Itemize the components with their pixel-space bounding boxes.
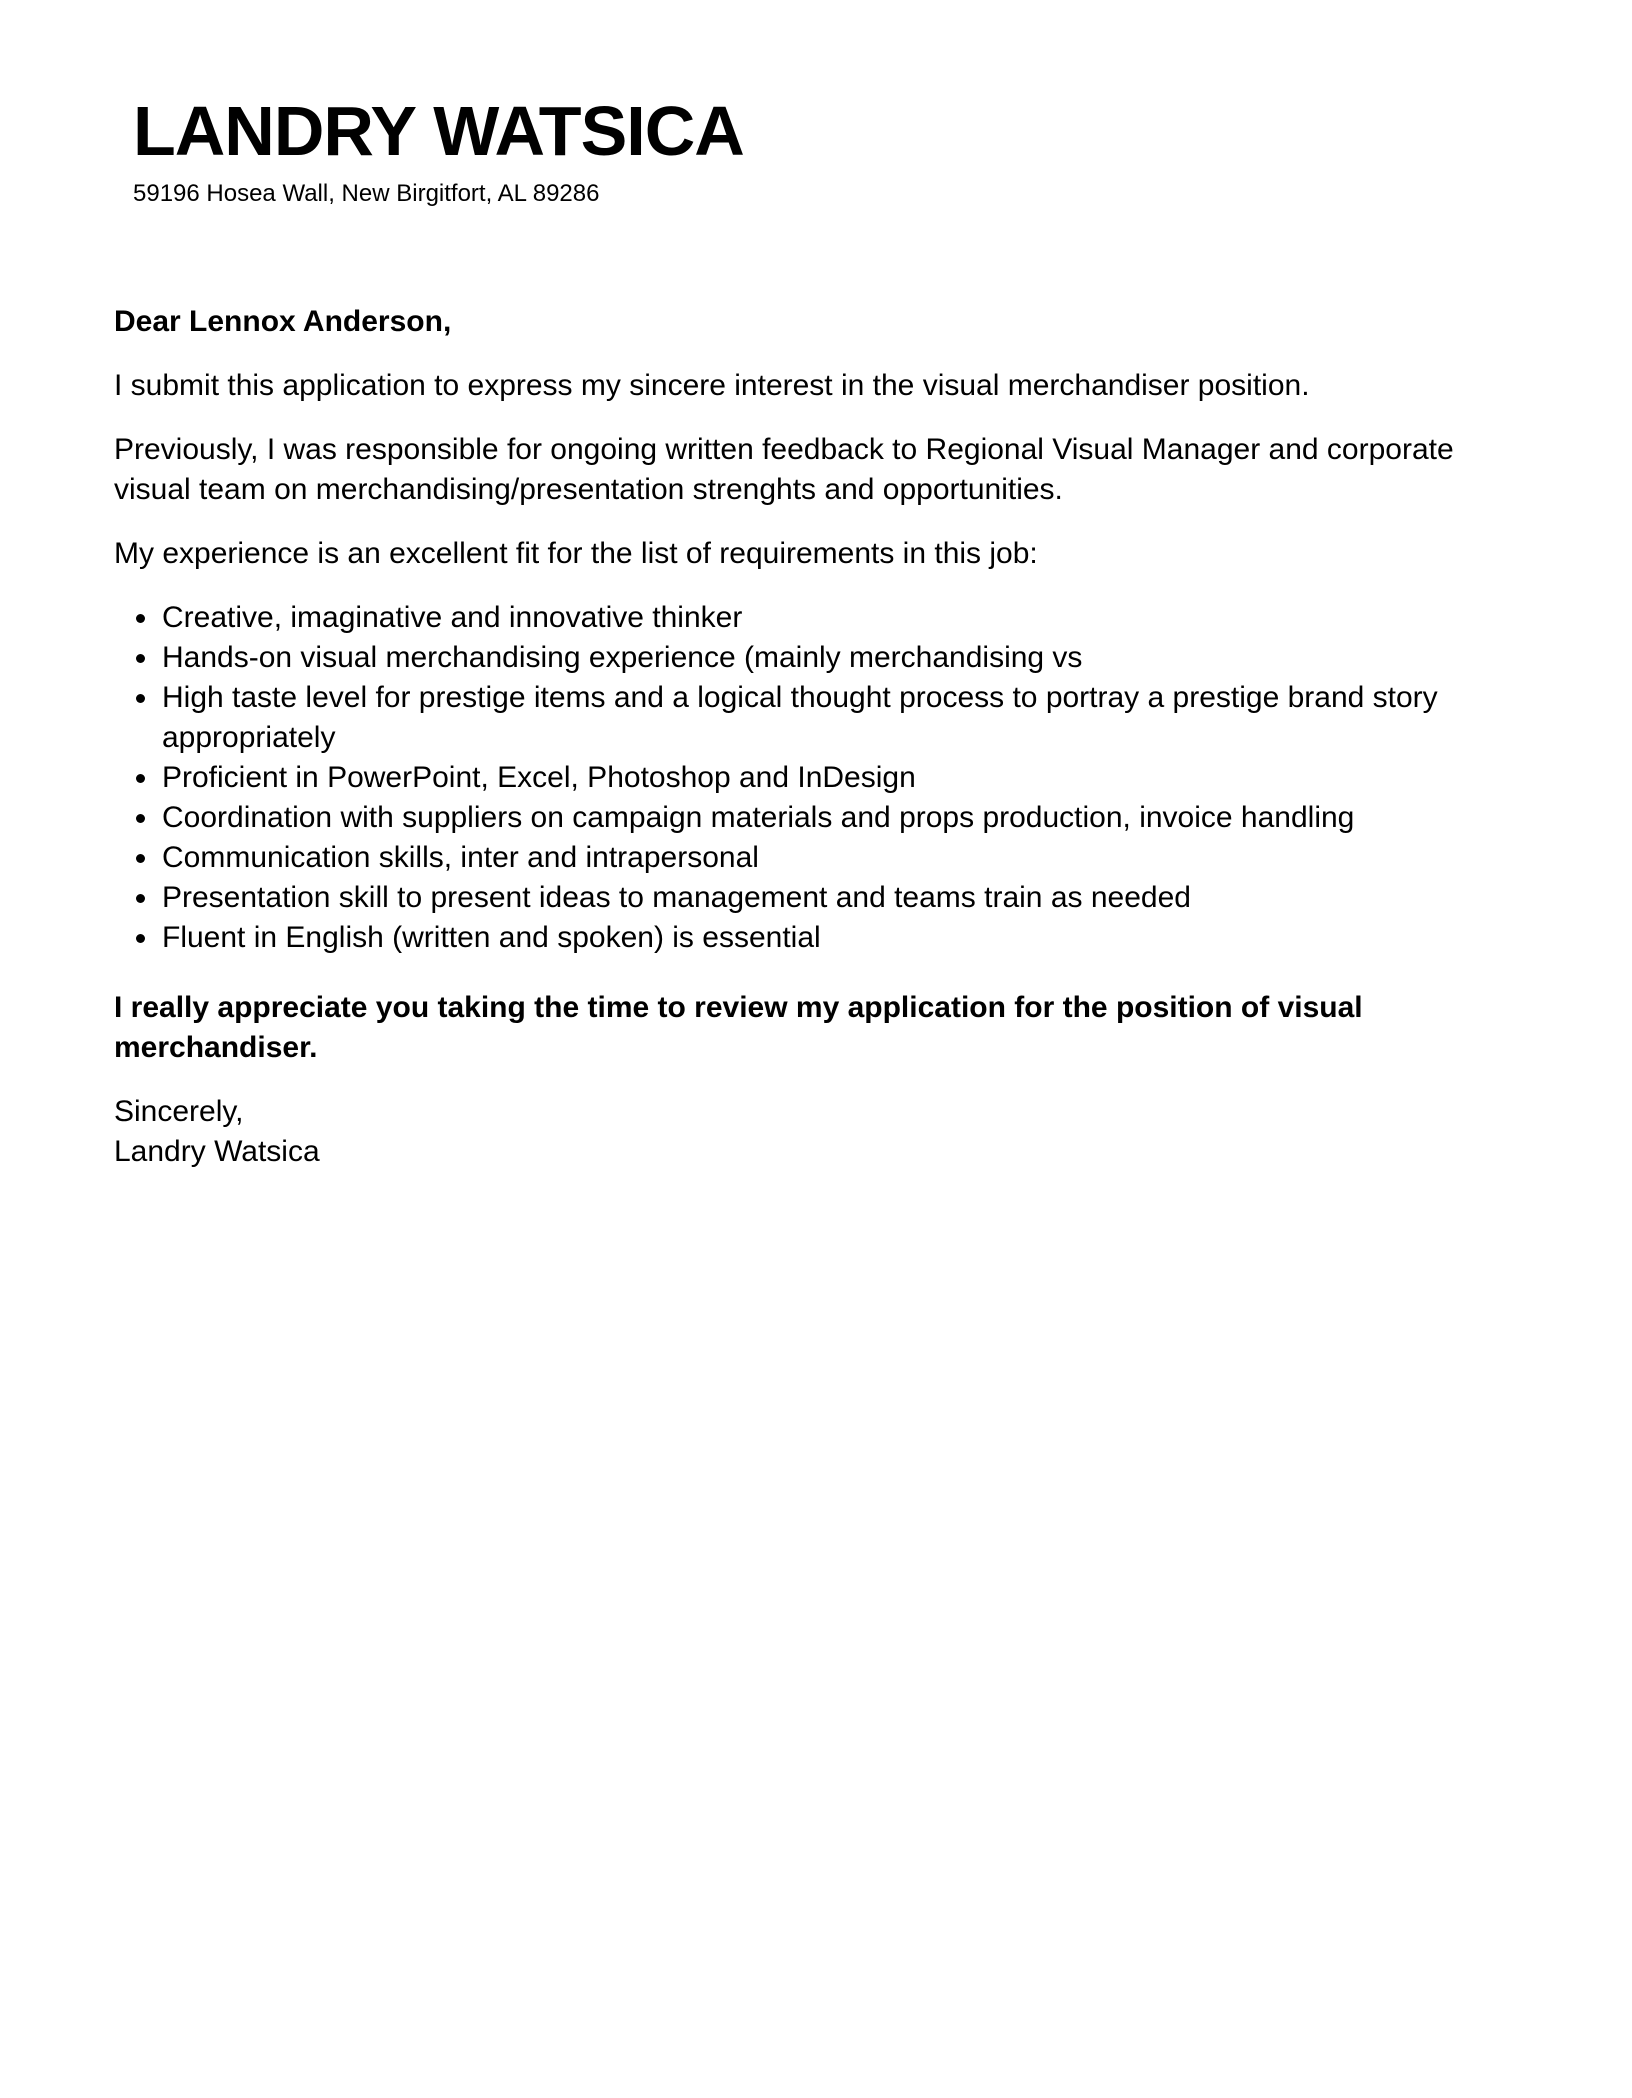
bullet-icon [136, 894, 145, 903]
applicant-name: LANDRY WATSICA [133, 92, 744, 170]
signoff-text: Sincerely, [114, 1095, 244, 1128]
intro-paragraph: I submit this application to express my sincere interest in the visual merchandiser position. [114, 369, 1310, 402]
requirement-text: Proficient in PowerPoint, Excel, Photoshop and InDesign [162, 761, 916, 794]
salutation: Dear Lennox Anderson, [114, 305, 452, 338]
requirement-text: Coordination with suppliers on campaign materials and props production, invoice handling [162, 801, 1355, 834]
bullet-icon [136, 934, 145, 943]
bullet-icon [136, 694, 145, 703]
requirement-text: Communication skills, inter and intrapersonal [162, 841, 759, 874]
signoff-block [114, 1092, 1474, 1172]
requirement-text: Fluent in English (written and spoken) is essential [162, 921, 821, 954]
closing-paragraph: I really appreciate you taking the time to review my application for the position of visual merchandiser. [114, 991, 1363, 1064]
fit-intro-paragraph: My experience is an excellent fit for the list of requirements in this job: [114, 537, 1038, 570]
bullet-icon [136, 854, 145, 863]
list-item [114, 678, 1474, 758]
bullet-icon [136, 814, 145, 823]
requirement-text: Presentation skill to present ideas to management and teams train as needed [162, 881, 1191, 914]
list-item [114, 758, 1474, 798]
letter-header [133, 92, 1433, 210]
list-item [114, 798, 1474, 838]
experience-paragraph: Previously, I was responsible for ongoing written feedback to Regional Visual Manager and corporate visual team on merchandising/presentation strenghts and opportunities. [114, 433, 1454, 506]
signature-name: Landry Watsica [114, 1135, 320, 1168]
bullet-icon [136, 654, 145, 663]
list-item [114, 598, 1474, 638]
letter-body [114, 302, 1474, 1172]
list-item [114, 638, 1474, 678]
applicant-address: 59196 Hosea Wall, New Birgitfort, AL 89286 [133, 180, 600, 207]
requirement-text: High taste level for prestige items and a logical thought process to portray a prestige brand story appropriately [162, 681, 1438, 754]
bullet-icon [136, 614, 145, 623]
requirements-list [114, 598, 1474, 958]
requirement-text: Creative, imaginative and innovative thinker [162, 601, 743, 634]
bullet-icon [136, 774, 145, 783]
requirement-text: Hands-on visual merchandising experience (mainly merchandising vs [162, 641, 1083, 674]
list-item [114, 838, 1474, 878]
list-item [114, 878, 1474, 918]
list-item [114, 918, 1474, 958]
